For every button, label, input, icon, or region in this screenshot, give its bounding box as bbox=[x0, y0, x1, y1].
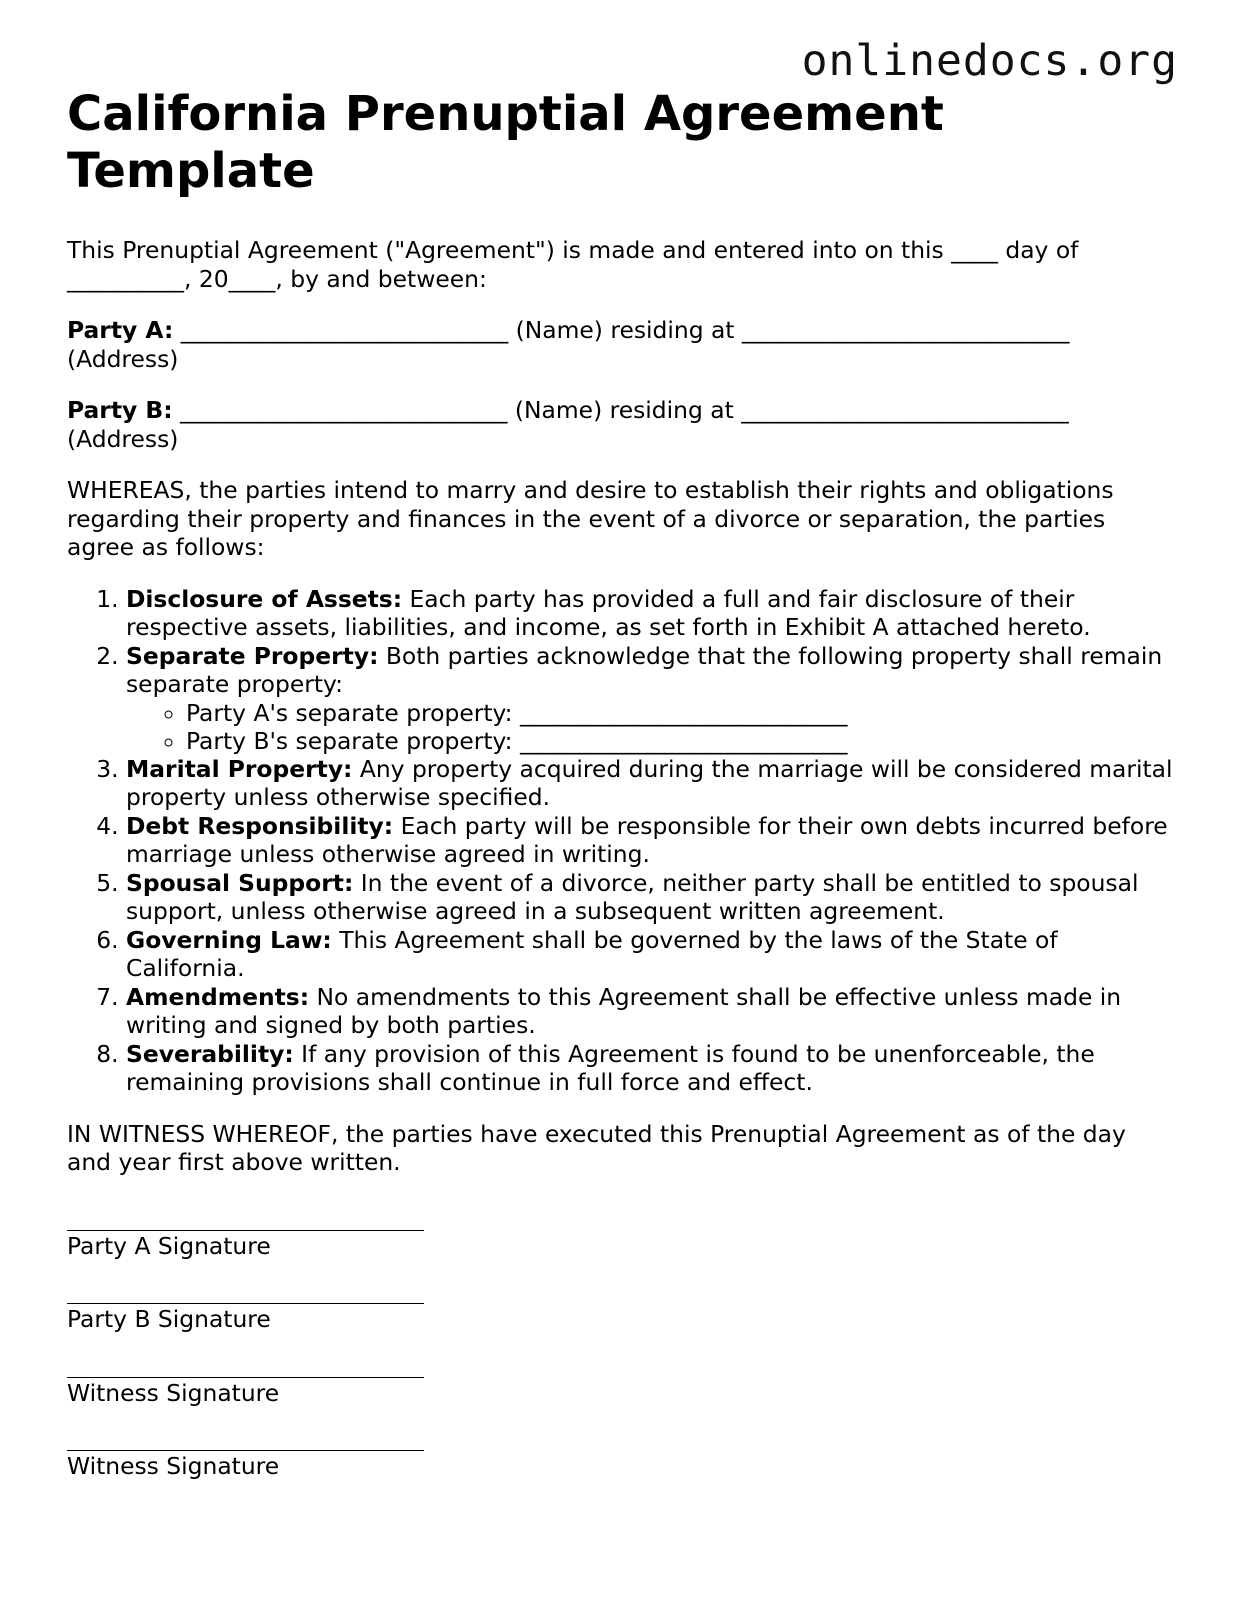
party-b-fields: ____________________________ (Name) residing at ____________________________ (Address) bbox=[67, 396, 1069, 453]
term-heading: Separate Property: bbox=[126, 641, 379, 670]
watermark: onlinedocs.org bbox=[801, 36, 1178, 86]
term-text: No amendments to this Agreement shall be effective unless made in writing and signed by both parties. bbox=[126, 982, 1122, 1039]
party-b-separate-property: ◦ Party B's separate property: ____________________________ bbox=[186, 727, 1177, 755]
term-text: This Agreement shall be governed by the laws of the State of California. bbox=[126, 925, 1058, 982]
term-separate-property bbox=[126, 642, 1177, 755]
term-text: Each party has provided a full and fair disclosure of their respective assets, liabilities, and income, as set forth in Exhibit A attached hereto. bbox=[126, 584, 1091, 641]
signature-label: Party A Signature bbox=[67, 1231, 271, 1260]
signature-block-witness-2 bbox=[67, 1431, 1177, 1481]
signature-line bbox=[67, 1431, 424, 1451]
term-heading: Spousal Support: bbox=[126, 868, 354, 897]
term-heading: Debt Responsibility: bbox=[126, 811, 394, 840]
term-marital-property bbox=[126, 755, 1177, 812]
term-heading: Marital Property: bbox=[126, 754, 353, 783]
party-a-line bbox=[67, 316, 1177, 373]
term-heading: Severability: bbox=[126, 1039, 294, 1068]
term-spousal-support bbox=[126, 869, 1177, 926]
separate-property-list bbox=[126, 699, 1177, 755]
document-page bbox=[67, 86, 1177, 1481]
term-disclosure-of-assets bbox=[126, 585, 1177, 642]
term-text: Both parties acknowledge that the following property shall remain separate property: bbox=[126, 641, 1163, 698]
term-debt-responsibility bbox=[126, 812, 1177, 869]
term-amendments bbox=[126, 983, 1177, 1040]
term-text: In the event of a divorce, neither party shall be entitled to spousal support, unless otherwise agreed in a subsequent written agreement. bbox=[126, 868, 1139, 925]
signature-label: Party B Signature bbox=[67, 1305, 271, 1333]
signature-block-witness-1 bbox=[67, 1358, 1177, 1408]
term-severability bbox=[126, 1040, 1177, 1097]
signature-line bbox=[67, 1284, 424, 1304]
signature-line bbox=[67, 1358, 424, 1378]
signature-block-party-b bbox=[67, 1284, 1177, 1334]
term-text: If any provision of this Agreement is found to be unenforceable, the remaining provisions shall continue in full force and effect. bbox=[126, 1039, 1095, 1096]
term-heading: Disclosure of Assets: bbox=[126, 584, 403, 613]
term-heading: Amendments: bbox=[126, 982, 310, 1011]
party-a-label: Party A: bbox=[67, 316, 174, 344]
party-b-line bbox=[67, 396, 1177, 453]
signature-label: Witness Signature bbox=[67, 1452, 280, 1480]
term-text: Each party will be responsible for their own debts incurred before marriage unless otherwise agreed in writing. bbox=[126, 811, 1168, 868]
witness-clause: IN WITNESS WHEREOF, the parties have executed this Prenuptial Agreement as of the day and year first above written. bbox=[67, 1119, 1126, 1176]
party-a-fields: ____________________________ (Name) residing at ____________________________ (Address) bbox=[67, 316, 1070, 373]
whereas-paragraph: WHEREAS, the parties intend to marry and desire to establish their rights and obligations regarding their property and finances in the event of a divorce or separation, the parties agree as follows: bbox=[67, 476, 1114, 561]
party-b-label: Party B: bbox=[67, 396, 173, 424]
party-a-separate-property: ◦ Party A's separate property: ____________________________ bbox=[186, 699, 1177, 727]
signature-block-party-a bbox=[67, 1211, 1177, 1261]
signature-line bbox=[67, 1211, 424, 1231]
term-heading: Governing Law: bbox=[126, 925, 332, 954]
intro-paragraph: This Prenuptial Agreement ("Agreement") is made and entered into on this ____ day of __________, 20____, by and between: bbox=[67, 236, 1079, 293]
signature-label: Witness Signature bbox=[67, 1378, 280, 1407]
term-governing-law bbox=[126, 926, 1177, 983]
document-title: California Prenuptial Agreement Template bbox=[67, 86, 944, 199]
terms-list bbox=[67, 585, 1177, 1097]
term-text: Any property acquired during the marriage will be considered marital property unless otherwise specified. bbox=[126, 754, 1173, 811]
